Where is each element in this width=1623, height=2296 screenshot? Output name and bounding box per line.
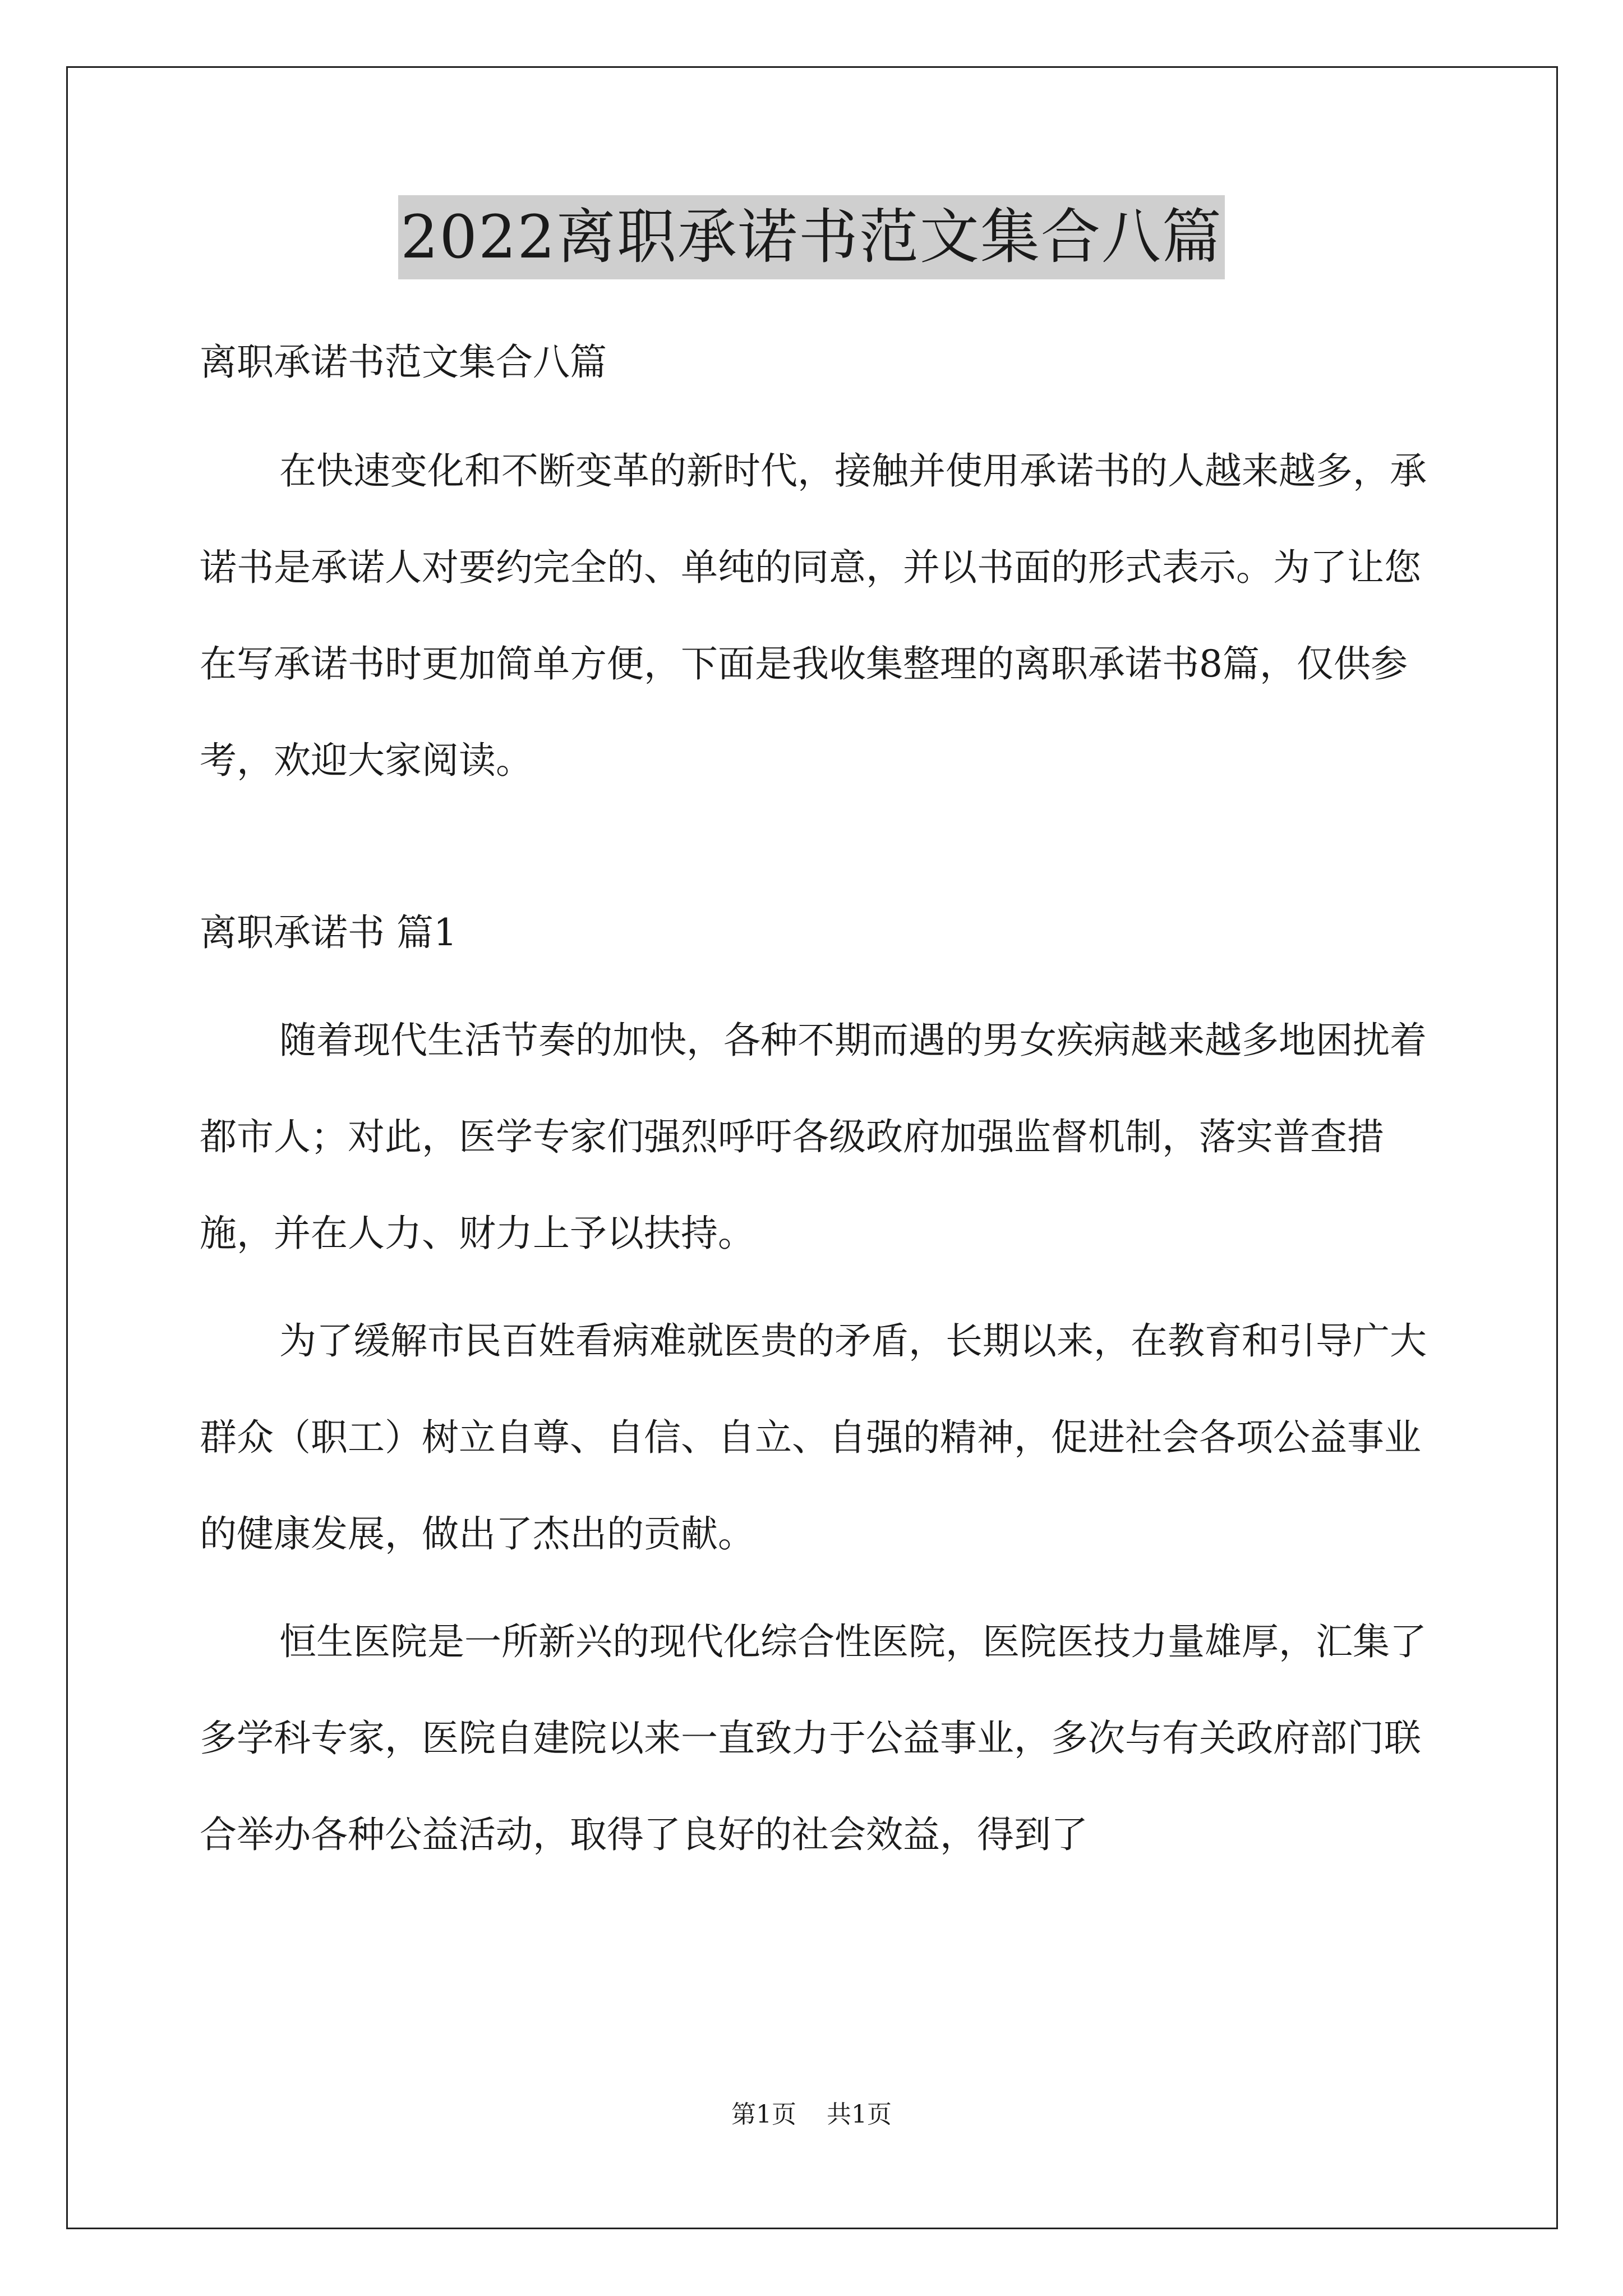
body-paragraph-2: 为了缓解市民百姓看病难就医贵的矛盾，长期以来，在教育和引导广大群众（职工）树立自尊、自信、自立、自强的精神，促进社会各项公益事业的健康发展，做出了杰出的贡献。 (200, 1319, 1427, 1556)
page-number-total: 共1页 (827, 2100, 892, 2129)
page-footer (0, 2098, 1623, 2132)
body-paragraph-1: 随着现代生活节奏的加快，各种不期而遇的男女疾病越来越多地困扰着都市人；对此，医学专家们强烈呼吁各级政府加强监督机制，落实普查措施，并在人力、财力上予以扶持。 (200, 1019, 1427, 1255)
section-heading: 离职承诺书 篇1 (200, 911, 457, 954)
document-title (0, 195, 1623, 279)
document-body (200, 314, 1428, 1883)
intro-paragraph: 在快速变化和不断变革的新时代，接触并使用承诺书的人越来越多，承诺书是承诺人对要约完全的、单纯的同意，并以书面的形式表示。为了让您在写承诺书时更加简单方便，下面是我收集整理的离职承诺书8篇，仅供参考，欢迎大家阅读。 (200, 449, 1427, 782)
document-subtitle: 离职承诺书范文集合八篇 (200, 341, 607, 384)
document-title-text: 2022离职承诺书范文集合八篇 (398, 195, 1225, 279)
body-paragraph-3: 恒生医院是一所新兴的现代化综合性医院，医院医技力量雄厚，汇集了多学科专家，医院自建院以来一直致力于公益事业，多次与有关政府部门联合举办各种公益活动，取得了良好的社会效益，得到了 (200, 1620, 1427, 1856)
page-number-current: 第1页 (731, 2100, 796, 2129)
